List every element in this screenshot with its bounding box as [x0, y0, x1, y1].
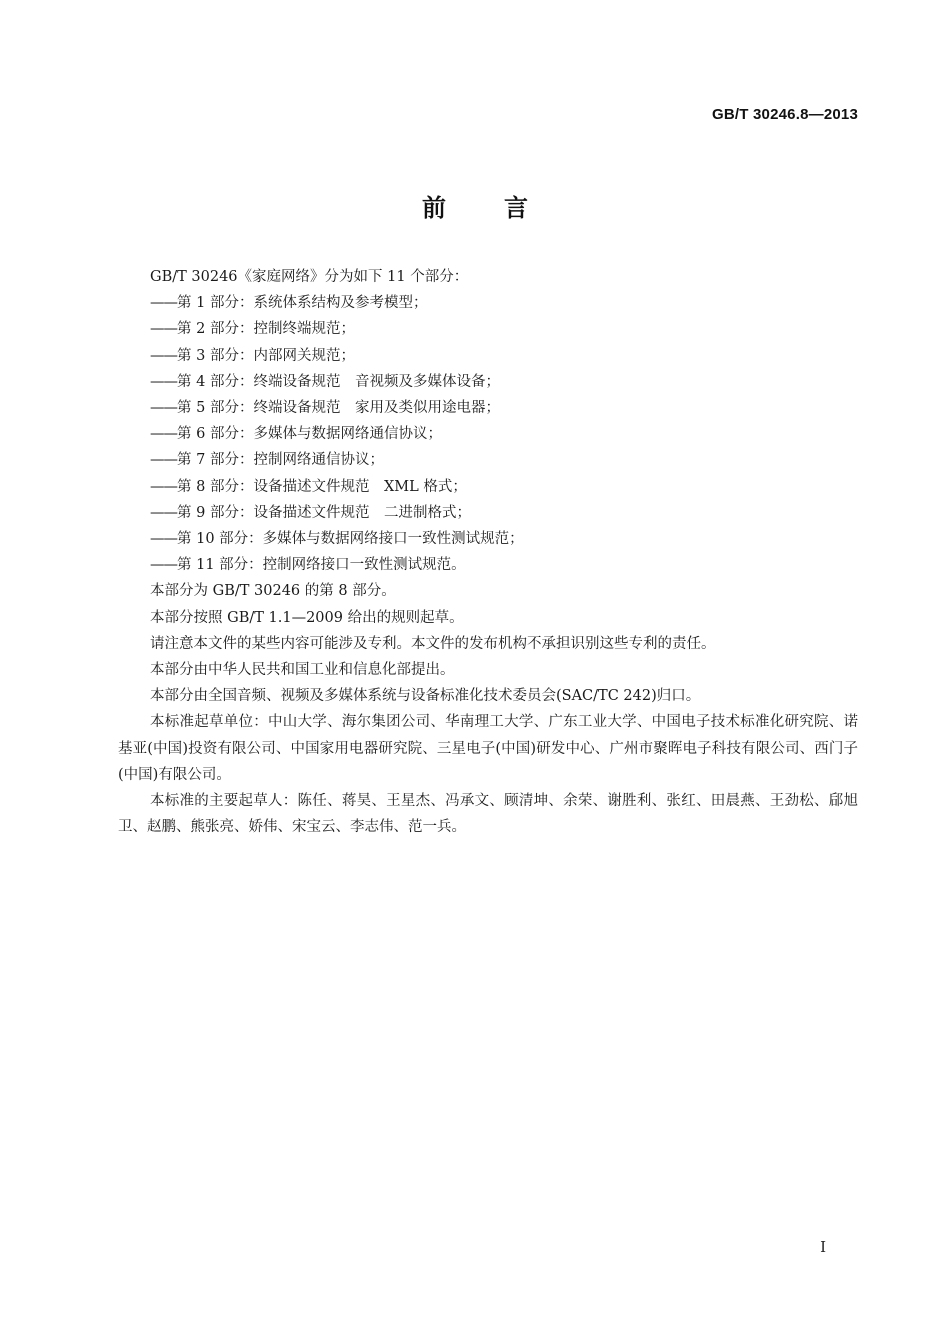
parts-list [118, 290, 858, 578]
list-dash: —— [150, 478, 177, 495]
title-char-2: 言 [504, 194, 528, 222]
list-dash: —— [150, 321, 177, 338]
list-item [118, 500, 858, 526]
patent-notice-paragraph: 请注意本文件的某些内容可能涉及专利。本文件的发布机构不承担识别这些专利的责任。 [150, 635, 716, 652]
foreword-body [118, 264, 858, 840]
title-char-1: 前 [422, 194, 446, 222]
list-item [118, 316, 858, 342]
intro-paragraph: GB/T 30246《家庭网络》分为如下 11 个部分： [150, 269, 469, 285]
list-item [118, 474, 858, 500]
list-dash: —— [150, 400, 177, 417]
list-item [118, 447, 858, 473]
list-dash: —— [150, 557, 177, 574]
list-item-text: 第 1 部分：系统体系结构及参考模型； [177, 295, 428, 312]
list-item [118, 421, 858, 447]
list-item [118, 395, 858, 421]
drafting-rules-paragraph: 本部分按照 GB/T 1.1—2009 给出的规则起草。 [150, 609, 464, 626]
list-dash: —— [150, 373, 177, 390]
proposed-by-paragraph: 本部分由中华人民共和国工业和信息化部提出。 [150, 662, 455, 679]
page-title [0, 188, 950, 223]
list-item [118, 343, 858, 369]
list-item-text: 第 2 部分：控制终端规范； [177, 321, 355, 338]
list-item [118, 552, 858, 578]
list-item-text: 第 8 部分：设备描述文件规范 XML 格式； [177, 478, 467, 495]
drafters-paragraph: 本标准的主要起草人：陈任、蒋昊、王星杰、冯承文、顾清坤、余荣、谢胜利、张红、田晨燕、王劲松、郈旭卫、赵鹏、熊张亮、娇伟、宋宝云、李志伟、范一兵。 [118, 793, 858, 836]
part-of-paragraph: 本部分为 GB/T 30246 的第 8 部分。 [150, 583, 396, 600]
list-item-text: 第 5 部分：终端设备规范 家用及类似用途电器； [177, 400, 500, 417]
list-item-text: 第 3 部分：内部网关规范； [177, 347, 355, 364]
list-dash: —— [150, 531, 177, 548]
list-item [118, 526, 858, 552]
page-number: I [820, 1238, 826, 1256]
list-item-text: 第 4 部分：终端设备规范 音视频及多媒体设备； [177, 373, 500, 390]
list-dash: —— [150, 347, 177, 364]
list-dash: —— [150, 295, 177, 312]
list-dash: —— [150, 452, 177, 469]
standard-code: GB/T 30246.8—2013 [712, 106, 858, 123]
list-dash: —— [150, 426, 177, 443]
list-item [118, 369, 858, 395]
list-item-text: 第 7 部分：控制网络通信协议； [177, 452, 384, 469]
list-item-text: 第 9 部分：设备描述文件规范 二进制格式； [177, 504, 471, 521]
drafting-units-paragraph: 本标准起草单位：中山大学、海尔集团公司、华南理工大学、广东工业大学、中国电子技术标准化研究院、诺基亚(中国)投资有限公司、中国家用电器研究院、三星电子(中国)研发中心、广州市聚晖电子科技有限公司、西门子(中国)有限公司。 [118, 714, 858, 783]
centralized-by-paragraph: 本部分由全国音频、视频及多媒体系统与设备标准化技术委员会(SAC/TC 242)归口。 [150, 688, 701, 705]
list-item-text: 第 6 部分：多媒体与数据网络通信协议； [177, 426, 442, 443]
list-dash: —— [150, 504, 177, 521]
list-item [118, 290, 858, 316]
list-item-text: 第 10 部分：多媒体与数据网络接口一致性测试规范； [177, 531, 524, 548]
list-item-text: 第 11 部分：控制网络接口一致性测试规范。 [177, 557, 466, 574]
